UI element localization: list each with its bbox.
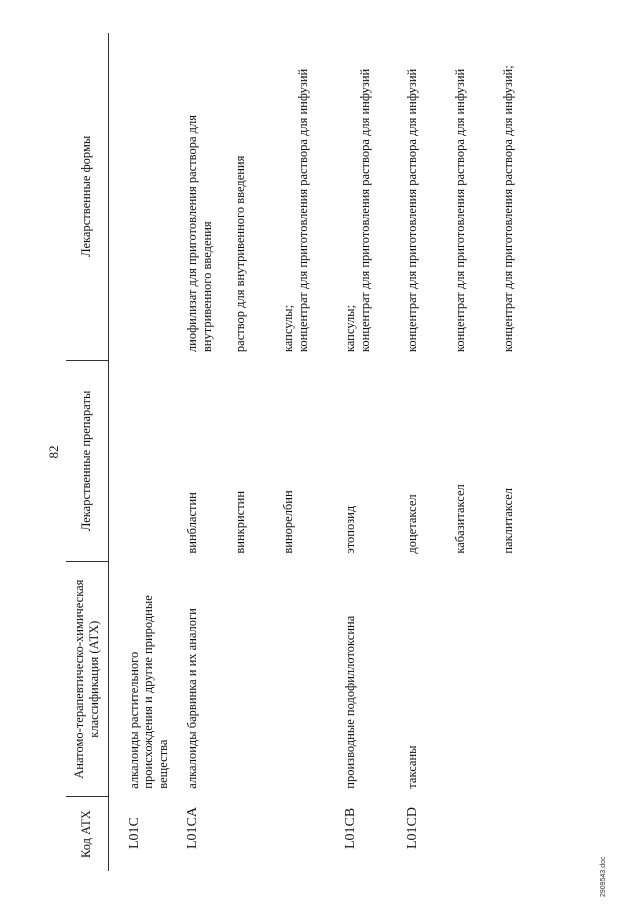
atx-code-cell: L01CA [184,807,200,849]
drug-name: винкристин [232,490,247,554]
form-cell [405,33,563,360]
table-row [405,33,563,871]
dosage-form: капсулы; концентрат для приготовления раствора для инфузий [342,68,372,353]
table-row [108,33,185,871]
atx-code-cell: L01C [126,817,142,849]
atx-table [66,33,563,871]
page-number: 82 [46,445,61,459]
drug-name: этопозид [342,505,357,554]
dosage-form: капсулы; концентрат для приготовления раствора для инфузий [280,68,310,353]
dosage-form: концентрат для приготовления раствора для инфузий [452,68,467,353]
drug-name: винбластин [184,492,199,554]
form-cell [108,33,185,360]
drug-cell [108,360,185,562]
drug-name: паклитаксел [500,487,515,554]
form-cell [185,33,343,360]
table-row [185,33,343,871]
header-code: Код АТХ [66,797,108,871]
atx-class-cell: производные подофиллотоксина [342,615,357,789]
drug-cell [343,360,405,562]
header-forms: Лекарственные формы [66,33,108,360]
atx-class-cell: таксаны [404,745,419,789]
atx-class-cell: алкалоиды барвинка и их аналоги [184,608,199,789]
table-header-row [66,33,108,871]
dosage-form: концентрат для приготовления раствора для инфузий [404,68,419,353]
dosage-form: лиофилизат для приготовления раствора для внутривенного введения [184,114,214,353]
drug-cell [405,360,563,562]
drug-cell [185,360,343,562]
dosage-form: раствор для внутривенного введения [232,155,247,353]
document-footer-code: 2909543.doc [600,856,607,897]
atx-class-cell: алкалоиды растительного происхождения и другие природные вещества [126,595,170,789]
atx-code-cell: L01CD [404,807,420,849]
drug-name: винорелбин [280,490,295,554]
drug-name: доцетаксел [404,494,419,554]
dosage-form: концентрат для приготовления раствора для инфузий; [500,65,515,353]
header-drugs: Лекарственные препараты [66,360,108,562]
table-row [343,33,405,871]
header-atx: Анатомо-терапевтическо-химическая классификация (АТХ) [66,562,108,797]
drug-name: кабазитаксел [452,484,467,554]
form-cell [343,33,405,360]
atx-code-cell: L01CB [342,807,358,849]
